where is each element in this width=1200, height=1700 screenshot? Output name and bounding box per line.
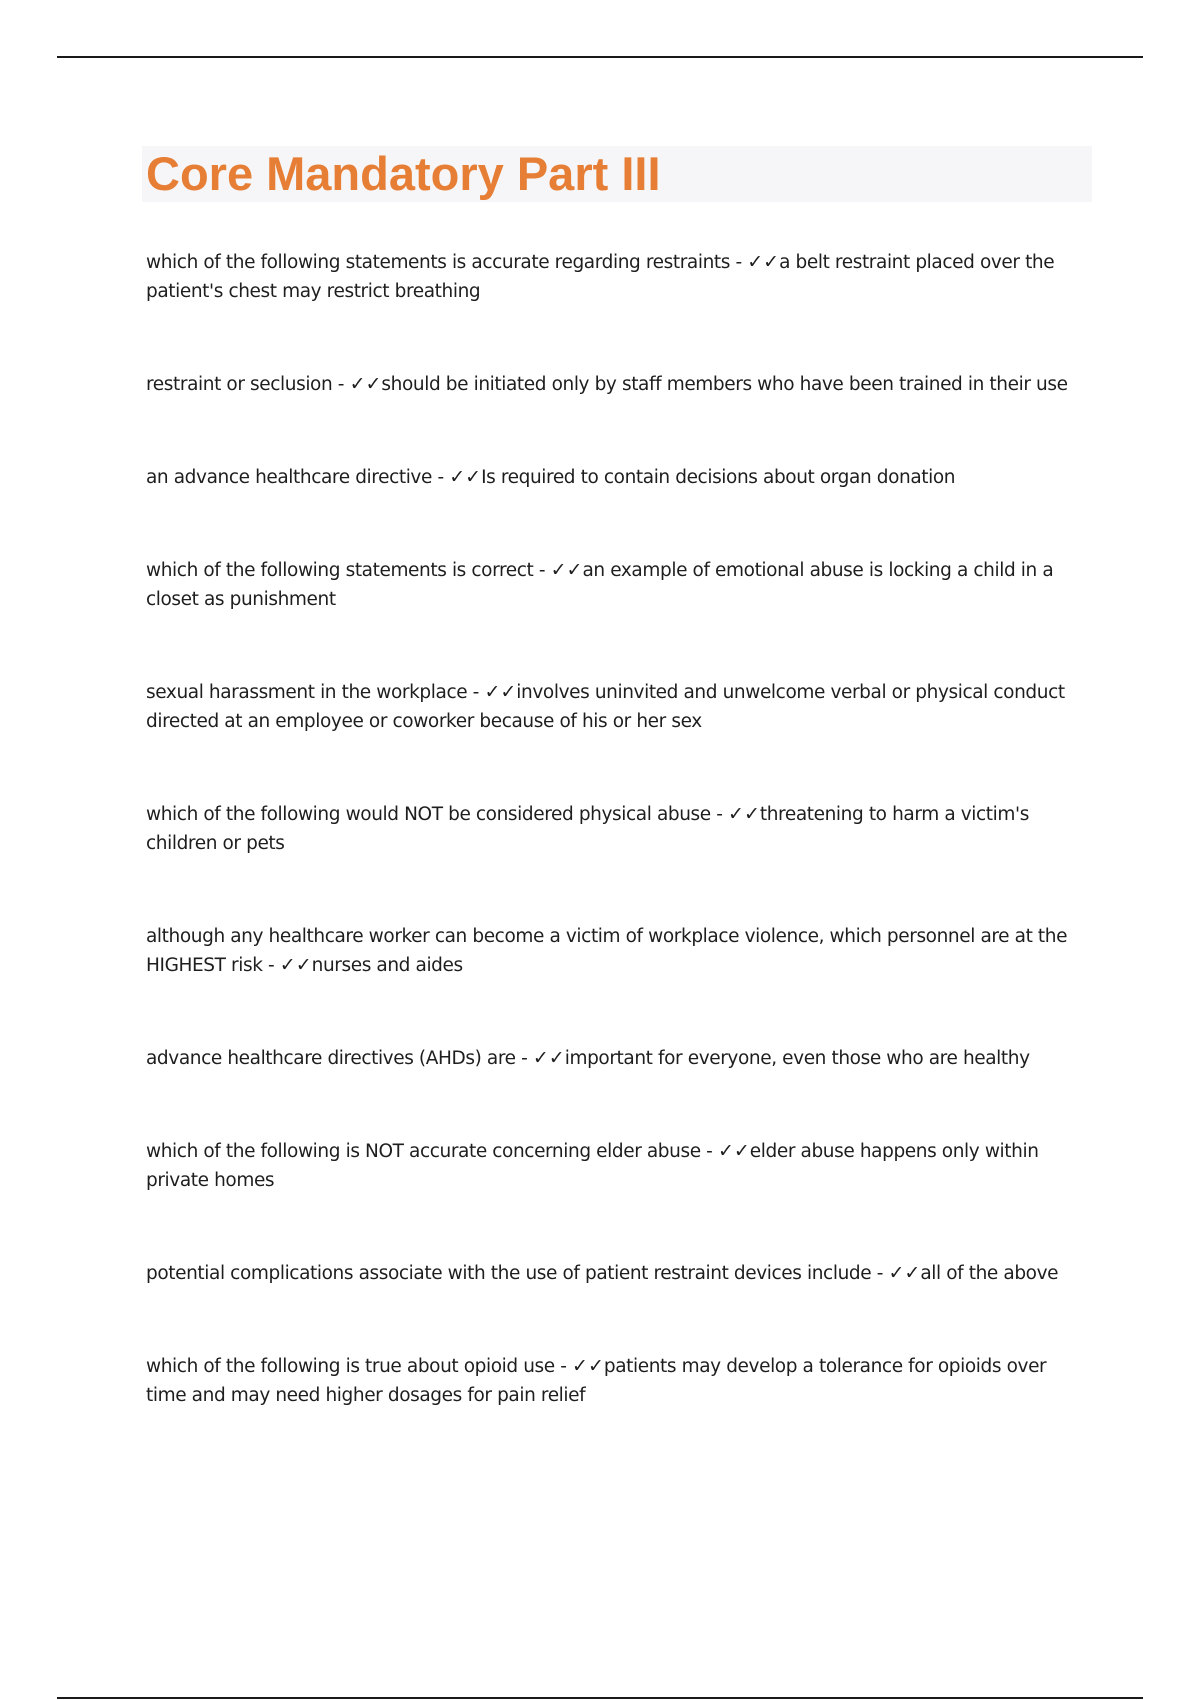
double-check-icon: ✓✓ bbox=[532, 1047, 565, 1069]
header-rule bbox=[57, 56, 1143, 58]
double-check-icon: ✓✓ bbox=[550, 559, 583, 581]
question-text: which of the following is NOT accurate concerning elder abuse bbox=[146, 1141, 701, 1162]
question-text: which of the following statements is correct bbox=[146, 560, 534, 581]
qa-item bbox=[146, 1352, 1086, 1410]
separator: - bbox=[431, 467, 450, 488]
double-check-icon: ✓✓ bbox=[572, 1355, 604, 1377]
answer-text: a belt restraint placed over the patient's chest may restrict breathing bbox=[146, 252, 1055, 302]
answer-text: elder abuse happens only within private homes bbox=[146, 1141, 1039, 1191]
question-text: restraint or seclusion bbox=[146, 374, 333, 395]
separator: - bbox=[871, 1263, 889, 1284]
separator: - bbox=[467, 682, 485, 703]
question-text: although any healthcare worker can become a victim of workplace violence, which personnel are at the HIGHEST risk bbox=[146, 926, 1068, 976]
answer-text: threatening to harm a victim's children or pets bbox=[146, 804, 1029, 854]
separator: - bbox=[710, 804, 729, 825]
separator: - bbox=[262, 955, 280, 976]
page-title: Core Mandatory Part III bbox=[146, 147, 661, 200]
separator: - bbox=[533, 560, 551, 581]
qa-item bbox=[146, 1137, 1086, 1195]
qa-item bbox=[146, 1259, 1086, 1288]
qa-item bbox=[146, 678, 1086, 736]
separator: - bbox=[730, 252, 748, 273]
question-text: which of the following is true about opioid use bbox=[146, 1356, 555, 1377]
qa-item bbox=[146, 370, 1086, 399]
double-check-icon: ✓✓ bbox=[888, 1262, 921, 1284]
answer-text: involves uninvited and unwelcome verbal or physical conduct directed at an employee or coworker because of his or her sex bbox=[146, 682, 1065, 732]
question-text: potential complications associate with the use of patient restraint devices include bbox=[146, 1263, 872, 1284]
answer-text: patients may develop a tolerance for opioids over time and may need higher dosages for pain relief bbox=[146, 1356, 1047, 1406]
qa-item bbox=[146, 1044, 1086, 1073]
separator: - bbox=[515, 1048, 533, 1069]
qa-item bbox=[146, 556, 1086, 614]
qa-item bbox=[146, 248, 1086, 306]
double-check-icon: ✓✓ bbox=[747, 251, 780, 273]
answer-text: all of the above bbox=[920, 1263, 1059, 1284]
footer-rule bbox=[57, 1697, 1143, 1699]
answer-text: Is required to contain decisions about organ donation bbox=[481, 467, 956, 488]
question-text: sexual harassment in the workplace bbox=[146, 682, 468, 703]
separator: - bbox=[332, 374, 350, 395]
answer-text: an example of emotional abuse is locking a child in a closet as punishment bbox=[146, 560, 1054, 610]
question-text: advance healthcare directives (AHDs) are bbox=[146, 1048, 516, 1069]
double-check-icon: ✓✓ bbox=[717, 1140, 750, 1162]
double-check-icon: ✓✓ bbox=[279, 954, 312, 976]
qa-item bbox=[146, 922, 1086, 980]
qa-item bbox=[146, 463, 1086, 492]
question-text: which of the following would NOT be considered physical abuse bbox=[146, 804, 711, 825]
double-check-icon: ✓✓ bbox=[484, 681, 517, 703]
answer-text: important for everyone, even those who are healthy bbox=[564, 1048, 1030, 1069]
separator: - bbox=[700, 1141, 718, 1162]
answer-text: should be initiated only by staff members who have been trained in their use bbox=[381, 374, 1068, 395]
question-text: which of the following statements is accurate regarding restraints bbox=[146, 252, 731, 273]
qa-list bbox=[146, 248, 1086, 1410]
double-check-icon: ✓✓ bbox=[349, 373, 382, 395]
qa-item bbox=[146, 800, 1086, 858]
double-check-icon: ✓✓ bbox=[728, 803, 760, 825]
answer-text: nurses and aides bbox=[311, 955, 463, 976]
question-text: an advance healthcare directive bbox=[146, 467, 432, 488]
separator: - bbox=[554, 1356, 573, 1377]
double-check-icon: ✓✓ bbox=[449, 466, 482, 488]
